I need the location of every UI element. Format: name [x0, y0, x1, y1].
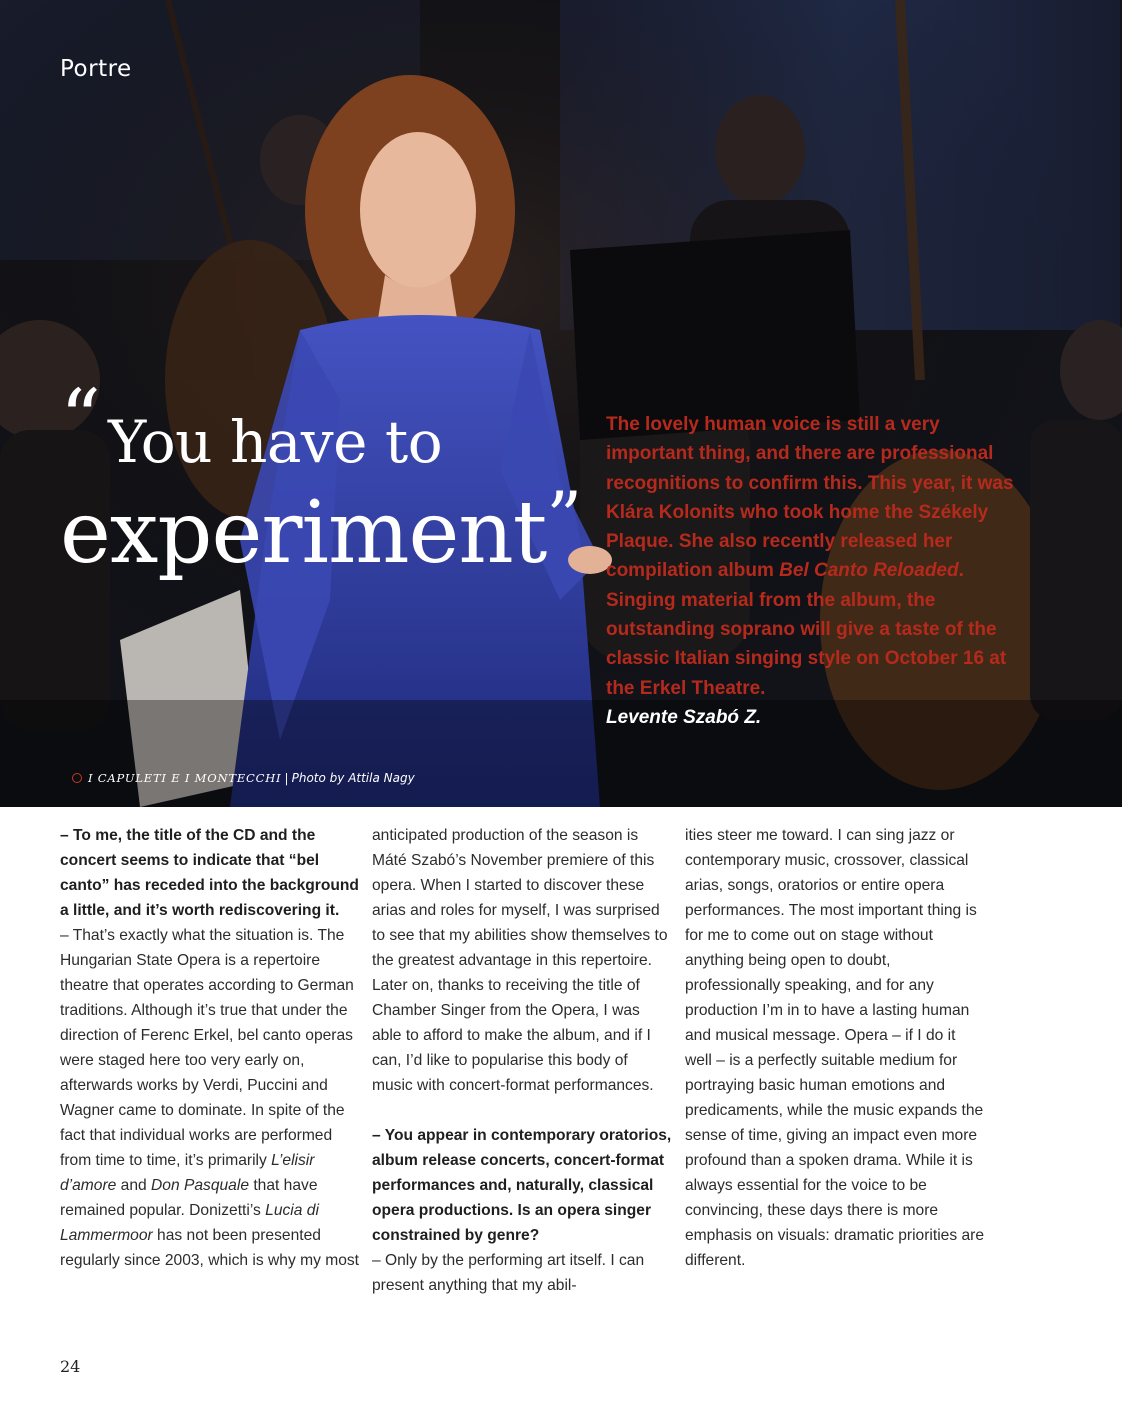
caption-separator: | [284, 770, 289, 785]
page-number: 24 [60, 1357, 81, 1376]
answer-1-title-2: Don Pasquale [151, 1177, 249, 1194]
caption-bullet-icon [72, 773, 82, 783]
answer-1-and: and [116, 1177, 152, 1194]
headline-close-quote: ” [546, 477, 582, 559]
photo-caption [72, 770, 415, 785]
lead-author: Levente Szabó Z. [606, 706, 762, 728]
lead-text-1: The lovely human voice is still a very important thing, and there are professional recognitions to confirm this. This year, it was Klára Kolonits who took home the Székely Plaque. She also recently released her compilation album [606, 414, 1014, 582]
caption-title: I CAPULETI E I MONTECCHI [88, 771, 282, 785]
article-column-2 [372, 823, 672, 1298]
headline-line-2 [60, 477, 582, 583]
lead-text-2: . Singing material from the album, the outstanding soprano will give a taste of the classic Italian singing style on October 16 at the Erkel Theatre. [606, 560, 1007, 699]
headline-line-1: You have to [108, 408, 443, 476]
answer-1-title-1: L’elisir d’amore [60, 1152, 315, 1194]
answer-1-part-1: – That’s exactly what the situation is. The Hungarian State Opera is a repertoire theatre that operates according to German traditions. Although it’s true that under the direction of Ferenc Erkel, bel canto operas were staged here too very early on, afterwards works by Verdi, Puccini and Wagner came to dominate. In spite of the fact that individual works are performed from time to time, it’s primarily [60, 927, 354, 1169]
article-column-1 [60, 823, 360, 1273]
article-column-3 [685, 823, 985, 1273]
headline [60, 372, 582, 583]
answer-1-continued: anticipated production of the season is Máté Szabó’s November premiere of this opera. When I started to discover these arias and roles for myself, I was surprised to see that my abilities show themselves to the greatest advantage in this repertoire. Later on, thanks to receiving the title of Chamber Singer from the Opera, I was able to afford to make the album, and if I can, I’d like to popularise this body of music with concert-format performances. [372, 827, 668, 1094]
question-1: – To me, the title of the CD and the concert seems to indicate that “bel canto” has receded into the background a little, and it’s worth rediscovering it. [60, 827, 359, 919]
paragraph-gap [372, 1098, 672, 1123]
lead-album-title: Bel Canto Reloaded [779, 560, 959, 582]
headline-line-2-text: experiment [60, 483, 547, 583]
answer-1-part-2: that have remained popular. Donizetti’s [60, 1177, 318, 1219]
caption-credit: Photo by Attila Nagy [291, 771, 415, 785]
answer-1 [60, 923, 360, 1273]
answer-2-start: – Only by the performing art itself. I can present anything that my abil- [372, 1252, 645, 1294]
answer-1-part-3: has not been presented regularly since 2003, which is why my most [60, 1227, 359, 1269]
question-2: – You appear in contemporary oratorios, album release concerts, concert-format performances and, naturally, classical opera productions. Is an opera singer constrained by genre? [372, 1127, 672, 1244]
section-label: Portre [60, 56, 132, 82]
headline-open-quote: “ [60, 372, 101, 465]
answer-2-continued: ities steer me toward. I can sing jazz or contemporary music, crossover, classical arias, songs, oratorios or entire opera performances. The most important thing is for me to come out on stage without anything being open to doubt, professionally speaking, and for any production I’m in to have a lasting human and musical message. Opera – if I do it well – is a perfectly suitable medium for portraying basic human emotions and predicaments, while the music expands the sense of time, giving an impact even more profound than a spoken drama. While it is always essential for the voice to be convincing, these days there is more emphasis on visuals: dramatic priorities are different. [685, 827, 984, 1269]
lead-paragraph [606, 410, 1026, 732]
answer-1-title-3: Lucia di Lammermoor [60, 1202, 319, 1244]
